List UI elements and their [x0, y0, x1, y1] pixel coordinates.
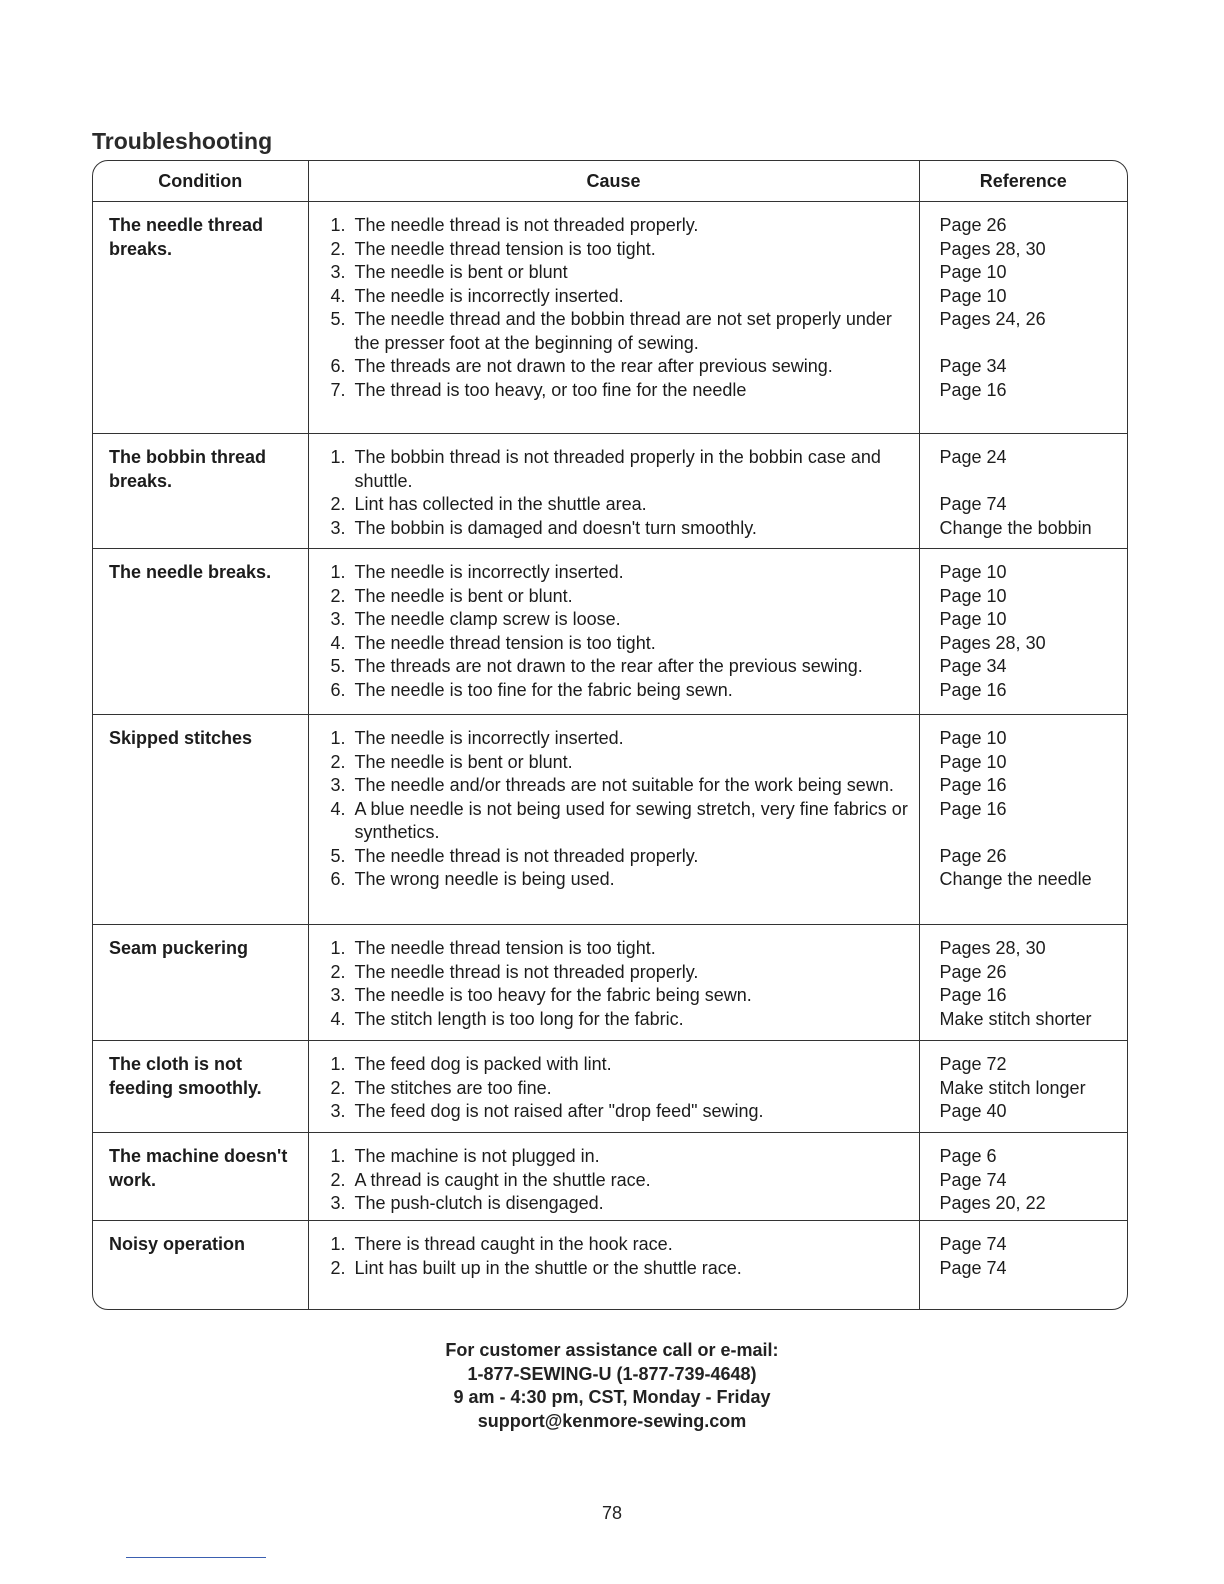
- reference-text: Page 34: [939, 656, 1007, 676]
- reference-text: Page 26: [939, 215, 1007, 235]
- reference-text: Page 16: [939, 798, 1007, 819]
- cause-item: [331, 261, 919, 285]
- cause-text: The needle is bent or blunt: [354, 262, 568, 282]
- cause-cell: [308, 549, 919, 715]
- cause-text: The needle thread tension is too tight.: [354, 938, 656, 958]
- table-row: [93, 549, 1127, 715]
- cause-cell: [308, 1221, 919, 1309]
- reference-text: Page 72: [939, 1054, 1007, 1074]
- cause-item: [331, 561, 919, 585]
- cause-text: The threads are not drawn to the rear after the previous sewing.: [354, 656, 863, 676]
- header-cause: Cause: [308, 161, 919, 202]
- table-row: [93, 715, 1127, 925]
- reference-text: Page 16: [939, 775, 1007, 795]
- reference-text: Change the bobbin: [939, 517, 1092, 538]
- cause-text: The needle is bent or blunt.: [354, 751, 573, 772]
- cause-number: 3.: [330, 1193, 346, 1213]
- cause-text: The needle thread and the bobbin thread are not set properly under the presser foot at the beginning of sewing.: [354, 309, 892, 353]
- condition-cell: The bobbin thread breaks.: [93, 434, 308, 549]
- cause-item: [331, 798, 919, 845]
- cause-list: [309, 446, 919, 540]
- reference-text: Page 74: [939, 1257, 1007, 1278]
- cause-number: 4.: [330, 798, 346, 819]
- cause-item: [331, 1145, 919, 1169]
- cause-item: [331, 1008, 919, 1032]
- cause-cell: [308, 1133, 919, 1221]
- reference-cell: [919, 1133, 1127, 1221]
- troubleshooting-table-frame: [92, 160, 1128, 1310]
- cause-list: [309, 561, 919, 702]
- cause-number: 1.: [330, 1146, 346, 1166]
- cause-text: The bobbin thread is not threaded properly in the bobbin case and shuttle.: [354, 447, 881, 491]
- cause-item: [331, 608, 919, 632]
- reference-text: Page 10: [939, 285, 1007, 306]
- cause-list: [309, 1053, 919, 1124]
- reference-text: Page 74: [939, 494, 1007, 514]
- cause-number: 1.: [330, 215, 346, 235]
- cause-item: [331, 1233, 919, 1257]
- cause-number: 5.: [330, 309, 346, 329]
- cause-text: The needle thread is not threaded properly.: [354, 845, 699, 866]
- cause-text: The needle is too fine for the fabric being sewn.: [354, 679, 733, 700]
- cause-text: The stitch length is too long for the fabric.: [354, 1008, 684, 1029]
- cause-list: [309, 214, 919, 402]
- table-row: [93, 925, 1127, 1041]
- cause-number: 2.: [330, 1169, 346, 1190]
- reference-text: Page 26: [939, 961, 1007, 982]
- cause-text: The needle is incorrectly inserted.: [354, 285, 624, 306]
- cause-number: 2.: [330, 494, 346, 514]
- table-header-row: [93, 161, 1127, 202]
- cause-item: [331, 355, 919, 379]
- cause-item: [331, 845, 919, 869]
- cause-item: [331, 937, 919, 961]
- cause-text: The needle thread is not threaded properly.: [354, 215, 699, 235]
- cause-number: 3.: [330, 985, 346, 1005]
- cause-item: [331, 679, 919, 703]
- page-title: Troubleshooting: [92, 128, 273, 154]
- reference-text: Page 10: [939, 609, 1007, 629]
- reference-text: Pages 28, 30: [939, 938, 1046, 958]
- cause-text: The needle is incorrectly inserted.: [354, 728, 624, 748]
- cause-cell: [308, 715, 919, 925]
- cause-cell: [308, 925, 919, 1041]
- cause-item: [331, 655, 919, 679]
- cause-item: [331, 214, 919, 238]
- cause-cell: [308, 202, 919, 434]
- cause-number: 4.: [330, 632, 346, 653]
- condition-cell: The needle thread breaks.: [109, 215, 264, 259]
- cause-number: 3.: [330, 775, 346, 795]
- reference-text: Page 10: [939, 585, 1007, 606]
- cause-text: The needle thread is not threaded properly.: [354, 961, 699, 982]
- reference-text: Page 16: [939, 379, 1007, 400]
- cause-number: 6.: [330, 679, 346, 700]
- reference-text: Page 34: [939, 356, 1007, 376]
- cause-item: [331, 308, 919, 355]
- cause-text: Lint has built up in the shuttle or the shuttle race.: [354, 1257, 742, 1278]
- reference-text: Page 10: [939, 751, 1007, 772]
- cause-item: [331, 961, 919, 985]
- cause-text: A thread is caught in the shuttle race.: [354, 1169, 651, 1190]
- cause-item: [331, 1169, 919, 1193]
- page-number: 78: [601, 1503, 623, 1523]
- cause-item: [331, 1192, 919, 1216]
- cause-text: The threads are not drawn to the rear after previous sewing.: [354, 356, 833, 376]
- reference-text: Page 10: [939, 562, 1007, 582]
- cause-text: The feed dog is packed with lint.: [354, 1054, 612, 1074]
- cause-number: 3.: [330, 262, 346, 282]
- cause-item: [331, 379, 919, 403]
- reference-cell: [919, 202, 1127, 434]
- cause-number: 7.: [330, 379, 346, 400]
- condition-cell: Skipped stitches: [93, 715, 308, 925]
- reference-text: Page 10: [939, 728, 1007, 748]
- table-row: [93, 434, 1127, 549]
- reference-text: Page 24: [939, 447, 1007, 467]
- header-condition: Condition: [93, 161, 308, 202]
- cause-number: 4.: [330, 285, 346, 306]
- reference-cell: [919, 1041, 1127, 1133]
- cause-item: [331, 1257, 919, 1281]
- reference-text: Page 16: [939, 985, 1007, 1005]
- cause-cell: [308, 434, 919, 549]
- cause-number: 6.: [330, 356, 346, 376]
- cause-text: The wrong needle is being used.: [354, 869, 615, 889]
- cause-list: [309, 937, 919, 1031]
- cause-text: The stitches are too fine.: [354, 1077, 552, 1098]
- cause-number: 1.: [330, 1234, 346, 1254]
- cause-list: [309, 1145, 919, 1216]
- cause-item: [331, 632, 919, 656]
- reference-text: Pages 20, 22: [939, 1193, 1046, 1213]
- cause-text: The feed dog is not raised after "drop feed" sewing.: [354, 1101, 764, 1121]
- reference-cell: [919, 715, 1127, 925]
- cause-text: The bobbin is damaged and doesn't turn smoothly.: [354, 517, 757, 538]
- cause-number: 1.: [330, 1054, 346, 1074]
- reference-text: Pages 24, 26: [939, 309, 1046, 329]
- reference-cell: [919, 434, 1127, 549]
- cause-number: 2.: [330, 751, 346, 772]
- cause-text: The needle thread tension is too tight.: [354, 238, 656, 259]
- cause-item: [331, 868, 919, 892]
- cause-text: Lint has collected in the shuttle area.: [354, 494, 647, 514]
- reference-text: Page 16: [939, 679, 1007, 700]
- cause-item: [331, 751, 919, 775]
- cause-list: [309, 727, 919, 892]
- cause-text: There is thread caught in the hook race.: [354, 1234, 673, 1254]
- cause-cell: [308, 1041, 919, 1133]
- table-row: [93, 1041, 1127, 1133]
- table-row: [93, 1221, 1127, 1309]
- cause-text: The needle and/or threads are not suitable for the work being sewn.: [354, 775, 894, 795]
- assistance-heading: For customer assistance call or e-mail:: [445, 1340, 779, 1360]
- cause-item: [331, 585, 919, 609]
- reference-cell: [919, 549, 1127, 715]
- cause-text: The needle is bent or blunt.: [354, 585, 573, 606]
- cause-item: [331, 285, 919, 309]
- table-row: [93, 202, 1127, 434]
- reference-text: Make stitch longer: [939, 1077, 1086, 1098]
- reference-text: Make stitch shorter: [939, 1008, 1092, 1029]
- cause-item: [331, 1100, 919, 1124]
- cause-number: 2.: [330, 1257, 346, 1278]
- cause-number: 1.: [330, 728, 346, 748]
- reference-text: Page 40: [939, 1101, 1007, 1121]
- header-reference: Reference: [919, 161, 1127, 202]
- cause-text: The thread is too heavy, or too fine for the needle: [354, 379, 747, 400]
- reference-text: Page 10: [939, 262, 1007, 282]
- reference-text: Pages 28, 30: [939, 238, 1046, 259]
- reference-text: Page 26: [939, 845, 1007, 866]
- cause-number: 4.: [330, 1008, 346, 1029]
- reference-cell: [919, 925, 1127, 1041]
- table-row: [93, 1133, 1127, 1221]
- cause-number: 2.: [330, 961, 346, 982]
- cause-text: The machine is not plugged in.: [354, 1146, 600, 1166]
- cause-item: [331, 984, 919, 1008]
- reference-text: Change the needle: [939, 869, 1092, 889]
- cause-number: 2.: [330, 1077, 346, 1098]
- cause-list: [309, 1233, 919, 1280]
- assistance-hours: 9 am - 4:30 pm, CST, Monday - Friday: [453, 1387, 771, 1407]
- bottom-rule: [126, 1557, 266, 1558]
- condition-cell: The machine doesn't work.: [93, 1133, 308, 1221]
- cause-number: 2.: [330, 238, 346, 259]
- cause-number: 6.: [330, 869, 346, 889]
- troubleshooting-table: [93, 161, 1127, 1309]
- condition-cell: The needle breaks.: [93, 549, 308, 715]
- reference-text: Page 74: [939, 1169, 1007, 1190]
- cause-item: [331, 517, 919, 541]
- cause-number: 2.: [330, 585, 346, 606]
- reference-cell: [919, 1221, 1127, 1309]
- cause-text: A blue needle is not being used for sewing stretch, very fine fabrics or synthetics.: [354, 798, 908, 842]
- cause-number: 1.: [330, 562, 346, 582]
- customer-assistance: [0, 1339, 1224, 1433]
- table-body: [93, 202, 1127, 1309]
- cause-item: [331, 238, 919, 262]
- condition-cell: Seam puckering: [93, 925, 308, 1041]
- cause-number: 3.: [330, 609, 346, 629]
- cause-number: 1.: [330, 447, 346, 467]
- cause-number: 5.: [330, 845, 346, 866]
- cause-number: 5.: [330, 656, 346, 676]
- reference-text: Page 74: [939, 1234, 1007, 1254]
- cause-text: The needle is incorrectly inserted.: [354, 562, 624, 582]
- cause-item: [331, 1053, 919, 1077]
- cause-text: The needle clamp screw is loose.: [354, 609, 621, 629]
- cause-number: 3.: [330, 517, 346, 538]
- reference-text: Pages 28, 30: [939, 632, 1046, 653]
- reference-text: Page 6: [939, 1146, 997, 1166]
- cause-number: 1.: [330, 938, 346, 958]
- cause-item: [331, 493, 919, 517]
- condition-cell: The cloth is not feeding smoothly.: [93, 1041, 308, 1133]
- cause-item: [331, 727, 919, 751]
- cause-text: The needle is too heavy for the fabric being sewn.: [354, 985, 752, 1005]
- condition-cell: Noisy operation: [93, 1221, 308, 1309]
- cause-text: The needle thread tension is too tight.: [354, 632, 656, 653]
- cause-item: [331, 774, 919, 798]
- cause-number: 3.: [330, 1101, 346, 1121]
- cause-item: [331, 1077, 919, 1101]
- cause-item: [331, 446, 919, 493]
- assistance-email: support@kenmore-sewing.com: [477, 1410, 747, 1431]
- cause-text: The push-clutch is disengaged.: [354, 1193, 604, 1213]
- assistance-phone: 1-877-SEWING-U (1-877-739-4648): [467, 1363, 757, 1384]
